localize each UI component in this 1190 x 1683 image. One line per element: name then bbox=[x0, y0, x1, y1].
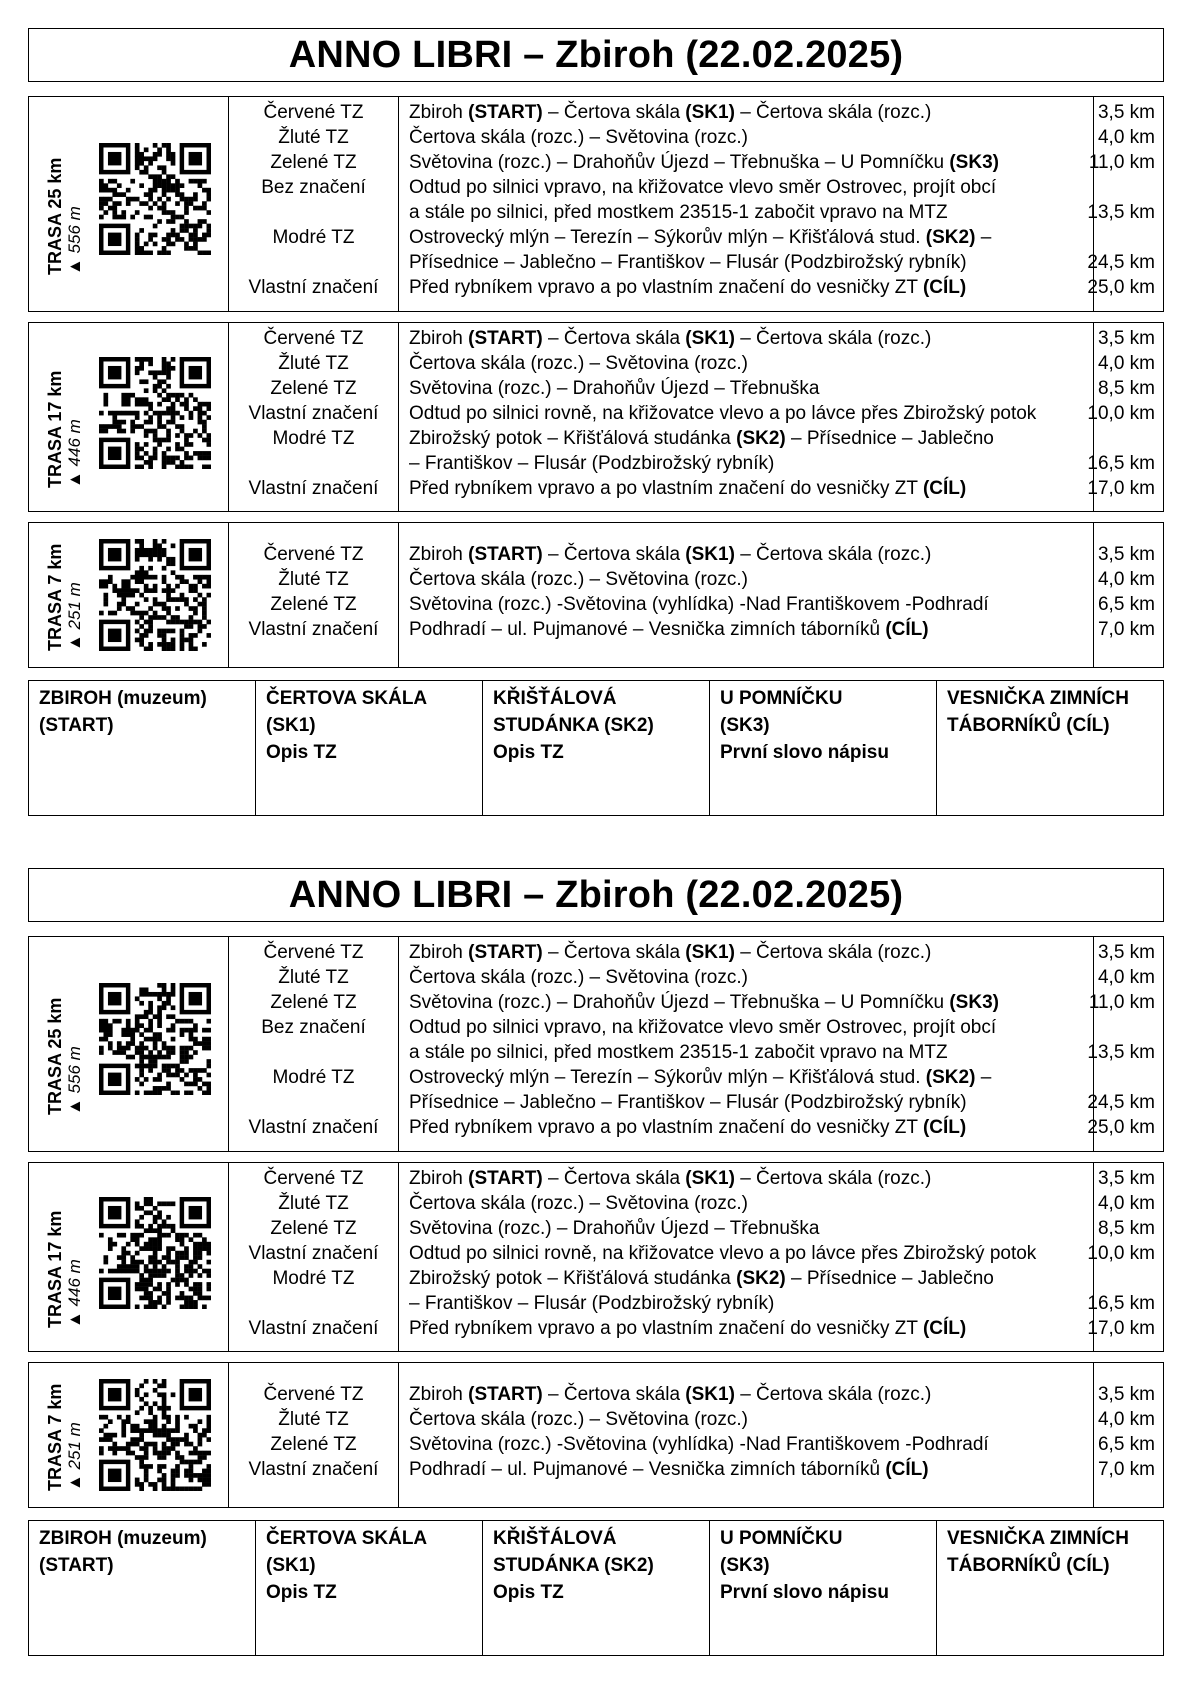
km-column bbox=[1094, 523, 1163, 667]
trail-mark: Modré TZ bbox=[272, 1268, 355, 1289]
trail-mark: Žluté TZ bbox=[278, 353, 349, 374]
checkpoint-text: ČERTOVA SKÁLA bbox=[266, 1528, 428, 1549]
trail-mark: Vlastní značení bbox=[248, 277, 379, 298]
trail-mark: Vlastní značení bbox=[248, 478, 379, 499]
trail-mark: Bez značení bbox=[261, 1017, 366, 1038]
checkpoint-cell bbox=[710, 1521, 937, 1655]
trail-mark: Zelené TZ bbox=[270, 1434, 357, 1455]
segment-km: 7,0 km bbox=[1097, 619, 1155, 640]
route-segment: Podhradí – ul. Pujmanové – Vesnička zimních táborníků (CÍL) bbox=[409, 1459, 929, 1480]
segment-km: 17,0 km bbox=[1087, 1318, 1155, 1339]
route-box bbox=[28, 1362, 1164, 1508]
trail-mark: Červené TZ bbox=[263, 942, 364, 963]
checkpoint-text: TÁBORNÍKŮ (CÍL) bbox=[947, 1555, 1110, 1576]
checkpoint-cell bbox=[256, 681, 483, 815]
route-distance: TRASA 7 km bbox=[45, 543, 65, 651]
checkpoint-text: (START) bbox=[39, 1555, 114, 1576]
route-segment: Přísednice – Jablečno – Františkov – Flusár (Podzbirožský rybník) bbox=[409, 252, 967, 273]
checkpoint-row bbox=[28, 680, 1164, 816]
trail-mark: Žluté TZ bbox=[278, 1193, 349, 1214]
checkpoint-text: U POMNÍČKU bbox=[720, 688, 843, 709]
segment-km: 25,0 km bbox=[1087, 1117, 1155, 1138]
route-segment: Čertova skála (rozc.) – Světovina (rozc.) bbox=[409, 1409, 748, 1430]
qr-code-icon bbox=[99, 143, 211, 255]
marks-column bbox=[229, 97, 399, 311]
segment-km: 16,5 km bbox=[1087, 1293, 1155, 1314]
segment-km: 3,5 km bbox=[1097, 102, 1155, 123]
checkpoint-row bbox=[28, 1520, 1164, 1656]
route-box bbox=[28, 322, 1164, 512]
route-segment: Světovina (rozc.) – Drahoňův Újezd – Třebnuška bbox=[409, 378, 820, 399]
route-segment: – Františkov – Flusár (Podzbirožský rybník) bbox=[409, 453, 775, 474]
route-header bbox=[29, 1363, 229, 1507]
trail-mark: Modré TZ bbox=[272, 1067, 355, 1088]
route-segment: a stále po silnici, před mostkem 23515-1 zabočit vpravo na MTZ bbox=[409, 1042, 948, 1063]
segment-km: 10,0 km bbox=[1087, 403, 1155, 424]
route-segment: Před rybníkem vpravo a po vlastním značení do vesničky ZT (CÍL) bbox=[409, 1318, 967, 1339]
route-segment: Ostrovecký mlýn – Terezín – Sýkorův mlýn – Křišťálová stud. (SK2) – bbox=[409, 227, 992, 248]
checkpoint-text: ZBIROH (muzeum) bbox=[39, 688, 207, 709]
route-distance: TRASA 17 km bbox=[45, 1210, 65, 1328]
checkpoint-text: První slovo nápisu bbox=[720, 742, 889, 763]
route-box bbox=[28, 96, 1164, 312]
route-segment: Čertova skála (rozc.) – Světovina (rozc.) bbox=[409, 353, 748, 374]
segment-km: 3,5 km bbox=[1097, 1384, 1155, 1405]
route-distance: TRASA 25 km bbox=[45, 997, 65, 1115]
segment-km: 11,0 km bbox=[1088, 152, 1155, 173]
route-segment: Zbiroh (START) – Čertova skála (SK1) – Čertova skála (rozc.) bbox=[409, 1168, 932, 1189]
trail-mark: Žluté TZ bbox=[278, 127, 349, 148]
route-segment: Zbiroh (START) – Čertova skála (SK1) – Čertova skála (rozc.) bbox=[409, 102, 932, 123]
route-distance: TRASA 25 km bbox=[45, 157, 65, 275]
segment-km: 3,5 km bbox=[1097, 1168, 1155, 1189]
trail-mark: Vlastní značení bbox=[248, 1243, 379, 1264]
checkpoint-text: (SK3) bbox=[720, 1555, 770, 1576]
checkpoint-text: (START) bbox=[39, 715, 114, 736]
trail-mark: Vlastní značení bbox=[248, 619, 379, 640]
km-column bbox=[1087, 1163, 1163, 1351]
checkpoint-text: KŘIŠŤÁLOVÁ bbox=[493, 1528, 617, 1549]
trail-mark: Vlastní značení bbox=[248, 1459, 379, 1480]
route-segment: Podhradí – ul. Pujmanové – Vesnička zimních táborníků (CÍL) bbox=[409, 619, 929, 640]
checkpoint-cell bbox=[29, 1521, 256, 1655]
route-segment: Čertova skála (rozc.) – Světovina (rozc.) bbox=[409, 569, 748, 590]
trail-mark: Zelené TZ bbox=[270, 152, 357, 173]
km-column bbox=[1094, 1363, 1163, 1507]
trail-mark: Žluté TZ bbox=[278, 967, 349, 988]
route-segment: Světovina (rozc.) – Drahoňův Újezd – Třebnuška – U Pomníčku (SK3) bbox=[409, 992, 999, 1013]
route-header bbox=[29, 937, 229, 1151]
route-segment: Před rybníkem vpravo a po vlastním značení do vesničky ZT (CÍL) bbox=[409, 1117, 967, 1138]
route-box bbox=[28, 1162, 1164, 1352]
km-column bbox=[1087, 323, 1163, 511]
checkpoint-text: ČERTOVA SKÁLA bbox=[266, 688, 428, 709]
route-header bbox=[29, 523, 229, 667]
trail-mark: Bez značení bbox=[261, 177, 366, 198]
segment-km: 4,0 km bbox=[1097, 127, 1155, 148]
route-segment: Čertova skála (rozc.) – Světovina (rozc.) bbox=[409, 127, 748, 148]
trail-mark: Zelené TZ bbox=[270, 1218, 357, 1239]
checkpoint-cell bbox=[710, 681, 937, 815]
route-segment: Přísednice – Jablečno – Františkov – Flusár (Podzbirožský rybník) bbox=[409, 1092, 967, 1113]
checkpoint-text: Opis TZ bbox=[266, 742, 337, 763]
trail-mark: Vlastní značení bbox=[248, 1318, 379, 1339]
segment-km: 4,0 km bbox=[1097, 1409, 1155, 1430]
checkpoint-text: Opis TZ bbox=[493, 1582, 564, 1603]
route-segment: Světovina (rozc.) -Světovina (vyhlídka) -Nad Františkovem -Podhradí bbox=[409, 1434, 989, 1455]
route-header bbox=[29, 323, 229, 511]
route-distance: TRASA 7 km bbox=[45, 1383, 65, 1491]
checkpoint-cell bbox=[29, 681, 256, 815]
route-segment: Zbirožský potok – Křišťálová studánka (SK2) – Přísednice – Jablečno bbox=[409, 428, 994, 449]
segment-km: 11,0 km bbox=[1088, 992, 1155, 1013]
qr-code-icon bbox=[99, 1379, 211, 1491]
card-bottom bbox=[28, 868, 1164, 1603]
trail-mark: Modré TZ bbox=[272, 227, 355, 248]
segment-km: 4,0 km bbox=[1097, 1193, 1155, 1214]
checkpoint-text: První slovo nápisu bbox=[720, 1582, 889, 1603]
trail-mark: Červené TZ bbox=[263, 328, 364, 349]
route-segment: Zbirožský potok – Křišťálová studánka (SK2) – Přísednice – Jablečno bbox=[409, 1268, 994, 1289]
checkpoint-text: STUDÁNKA (SK2) bbox=[493, 715, 654, 736]
marks-column bbox=[229, 937, 399, 1151]
checkpoint-cell bbox=[483, 681, 710, 815]
page-title: ANNO LIBRI – Zbiroh (22.02.2025) bbox=[28, 28, 1164, 82]
segment-km: 24,5 km bbox=[1087, 1092, 1155, 1113]
checkpoint-text: KŘIŠŤÁLOVÁ bbox=[493, 688, 617, 709]
qr-code-icon bbox=[99, 1197, 211, 1309]
segment-km: 4,0 km bbox=[1097, 569, 1155, 590]
trail-mark: Červené TZ bbox=[263, 544, 364, 565]
segment-km: 17,0 km bbox=[1087, 478, 1155, 499]
route-segment: Odtud po silnici vpravo, na křižovatce vlevo směr Ostrovec, projít obcí bbox=[409, 177, 997, 198]
marks-column bbox=[229, 323, 399, 511]
segment-km: 13,5 km bbox=[1087, 1042, 1155, 1063]
segment-km: 6,5 km bbox=[1097, 594, 1155, 615]
description-column bbox=[399, 97, 1094, 311]
km-column bbox=[1087, 97, 1163, 311]
route-segment: Čertova skála (rozc.) – Světovina (rozc.) bbox=[409, 967, 748, 988]
segment-km: 13,5 km bbox=[1087, 202, 1155, 223]
checkpoint-text: (SK1) bbox=[266, 1555, 316, 1576]
marks-column bbox=[229, 1163, 399, 1351]
route-elevation: ▲ 251 m bbox=[65, 582, 84, 651]
segment-km: 3,5 km bbox=[1097, 544, 1155, 565]
segment-km: 25,0 km bbox=[1087, 277, 1155, 298]
checkpoint-cell bbox=[937, 1521, 1163, 1655]
trail-mark: Červené TZ bbox=[263, 1384, 364, 1405]
route-header bbox=[29, 97, 229, 311]
segment-km: 10,0 km bbox=[1087, 1243, 1155, 1264]
segment-km: 6,5 km bbox=[1097, 1434, 1155, 1455]
route-segment: Zbiroh (START) – Čertova skála (SK1) – Čertova skála (rozc.) bbox=[409, 544, 932, 565]
route-segment: Čertova skála (rozc.) – Světovina (rozc.) bbox=[409, 1193, 748, 1214]
route-elevation: ▲ 556 m bbox=[65, 206, 84, 275]
route-elevation: ▲ 446 m bbox=[65, 419, 84, 488]
page-title: ANNO LIBRI – Zbiroh (22.02.2025) bbox=[28, 868, 1164, 922]
segment-km: 24,5 km bbox=[1087, 252, 1155, 273]
checkpoint-text: STUDÁNKA (SK2) bbox=[493, 1555, 654, 1576]
route-segment: Před rybníkem vpravo a po vlastním značení do vesničky ZT (CÍL) bbox=[409, 277, 967, 298]
segment-km: 16,5 km bbox=[1087, 453, 1155, 474]
route-elevation: ▲ 446 m bbox=[65, 1259, 84, 1328]
route-elevation: ▲ 556 m bbox=[65, 1046, 84, 1115]
segment-km: 3,5 km bbox=[1097, 942, 1155, 963]
route-distance: TRASA 17 km bbox=[45, 370, 65, 488]
checkpoint-cell bbox=[483, 1521, 710, 1655]
route-segment: Odtud po silnici rovně, na křižovatce vlevo a po lávce přes Zbirožský potok bbox=[409, 403, 1037, 424]
route-segment: Odtud po silnici vpravo, na křižovatce vlevo směr Ostrovec, projít obcí bbox=[409, 1017, 997, 1038]
segment-km: 8,5 km bbox=[1097, 378, 1155, 399]
route-box bbox=[28, 936, 1164, 1152]
km-column bbox=[1087, 937, 1163, 1151]
route-segment: a stále po silnici, před mostkem 23515-1 zabočit vpravo na MTZ bbox=[409, 202, 948, 223]
trail-mark: Vlastní značení bbox=[248, 403, 379, 424]
checkpoint-cell bbox=[937, 681, 1163, 815]
segment-km: 3,5 km bbox=[1097, 328, 1155, 349]
trail-mark: Červené TZ bbox=[263, 1168, 364, 1189]
checkpoint-text: Opis TZ bbox=[493, 742, 564, 763]
route-segment: Před rybníkem vpravo a po vlastním značení do vesničky ZT (CÍL) bbox=[409, 478, 967, 499]
trail-mark: Zelené TZ bbox=[270, 594, 357, 615]
description-column bbox=[399, 1163, 1094, 1351]
checkpoint-text: Opis TZ bbox=[266, 1582, 337, 1603]
trail-mark: Žluté TZ bbox=[278, 569, 349, 590]
segment-km: 4,0 km bbox=[1097, 967, 1155, 988]
route-segment: Světovina (rozc.) – Drahoňův Újezd – Třebnuška bbox=[409, 1218, 820, 1239]
route-elevation: ▲ 251 m bbox=[65, 1422, 84, 1491]
trail-mark: Vlastní značení bbox=[248, 1117, 379, 1138]
route-header bbox=[29, 1163, 229, 1351]
segment-km: 7,0 km bbox=[1097, 1459, 1155, 1480]
route-segment: – Františkov – Flusár (Podzbirožský rybník) bbox=[409, 1293, 775, 1314]
segment-km: 4,0 km bbox=[1097, 353, 1155, 374]
description-column bbox=[399, 937, 1094, 1151]
marks-column bbox=[229, 1363, 399, 1507]
description-column bbox=[399, 323, 1094, 511]
route-segment: Ostrovecký mlýn – Terezín – Sýkorův mlýn – Křišťálová stud. (SK2) – bbox=[409, 1067, 992, 1088]
marks-column bbox=[229, 523, 399, 667]
segment-km: 8,5 km bbox=[1097, 1218, 1155, 1239]
checkpoint-text: VESNIČKA ZIMNÍCH bbox=[947, 1528, 1129, 1549]
checkpoint-text: (SK3) bbox=[720, 715, 770, 736]
trail-mark: Zelené TZ bbox=[270, 378, 357, 399]
description-column bbox=[399, 1363, 1094, 1507]
checkpoint-text: U POMNÍČKU bbox=[720, 1528, 843, 1549]
trail-mark: Zelené TZ bbox=[270, 992, 357, 1013]
trail-mark: Žluté TZ bbox=[278, 1409, 349, 1430]
checkpoint-cell bbox=[256, 1521, 483, 1655]
route-segment: Světovina (rozc.) -Světovina (vyhlídka) -Nad Františkovem -Podhradí bbox=[409, 594, 989, 615]
trail-mark: Červené TZ bbox=[263, 102, 364, 123]
trail-mark: Modré TZ bbox=[272, 428, 355, 449]
route-segment: Odtud po silnici rovně, na křižovatce vlevo a po lávce přes Zbirožský potok bbox=[409, 1243, 1037, 1264]
qr-code-icon bbox=[99, 983, 211, 1095]
route-segment: Světovina (rozc.) – Drahoňův Újezd – Třebnuška – U Pomníčku (SK3) bbox=[409, 152, 999, 173]
checkpoint-text: ZBIROH (muzeum) bbox=[39, 1528, 207, 1549]
route-segment: Zbiroh (START) – Čertova skála (SK1) – Čertova skála (rozc.) bbox=[409, 1384, 932, 1405]
qr-code-icon bbox=[99, 357, 211, 469]
checkpoint-text: VESNIČKA ZIMNÍCH bbox=[947, 688, 1129, 709]
card-top bbox=[28, 28, 1164, 763]
checkpoint-text: (SK1) bbox=[266, 715, 316, 736]
description-column bbox=[399, 523, 1094, 667]
qr-code-icon bbox=[99, 539, 211, 651]
checkpoint-text: TÁBORNÍKŮ (CÍL) bbox=[947, 715, 1110, 736]
route-box bbox=[28, 522, 1164, 668]
route-segment: Zbiroh (START) – Čertova skála (SK1) – Čertova skála (rozc.) bbox=[409, 328, 932, 349]
route-segment: Zbiroh (START) – Čertova skála (SK1) – Čertova skála (rozc.) bbox=[409, 942, 932, 963]
